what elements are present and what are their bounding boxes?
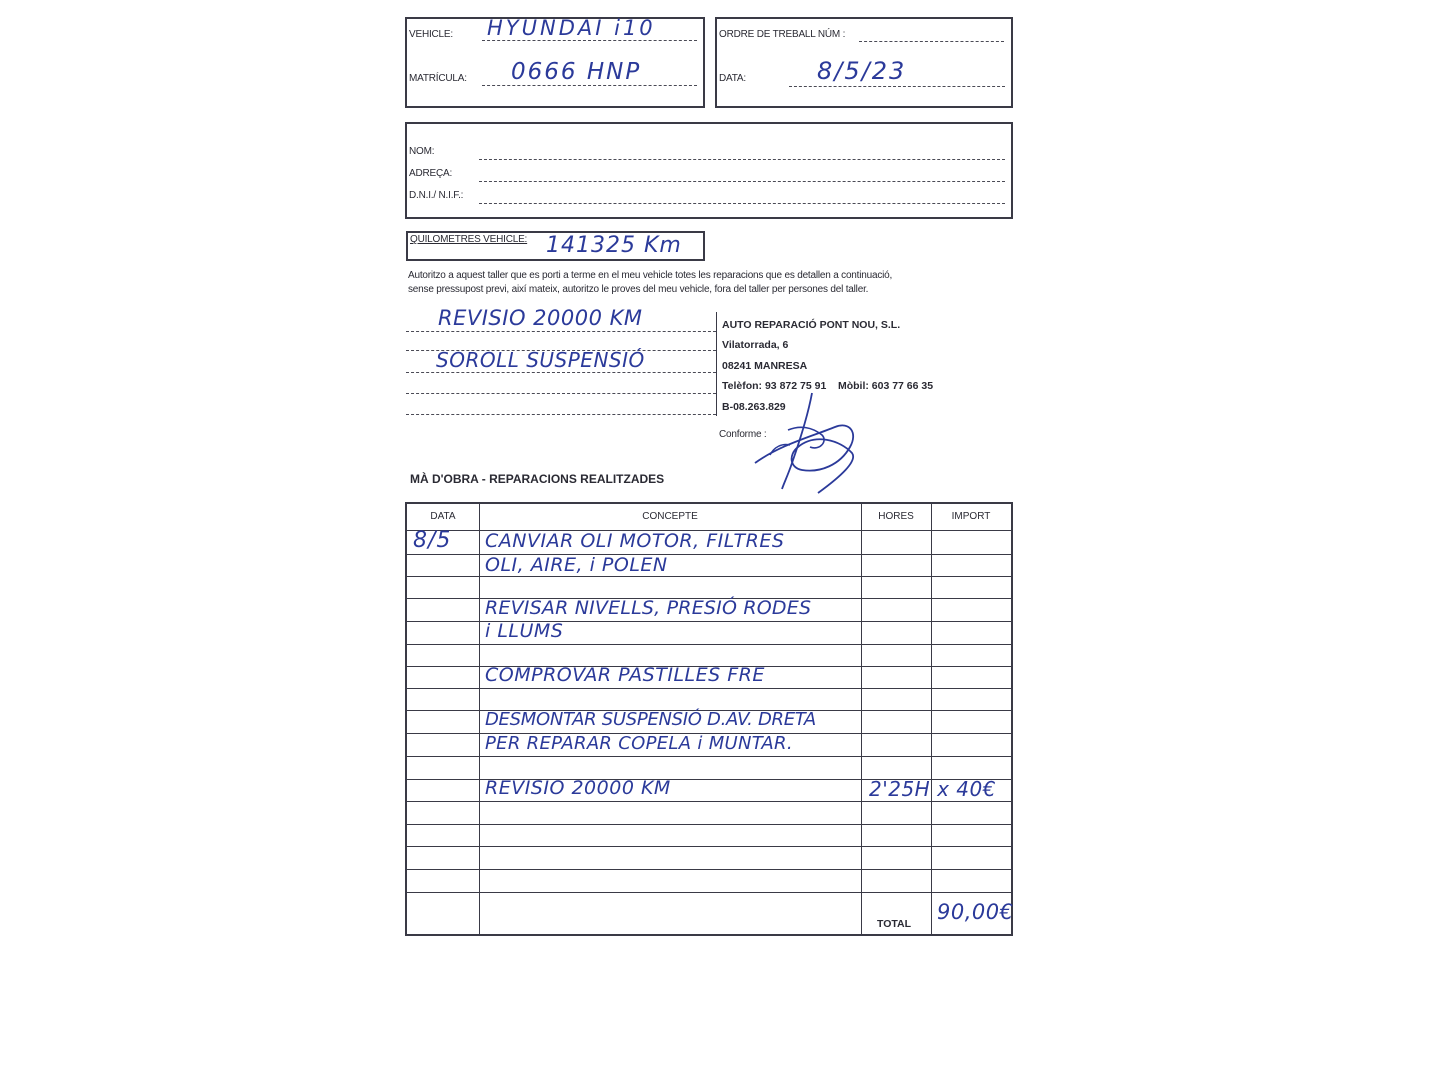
mileage-box — [406, 231, 705, 261]
row-line — [407, 644, 1011, 645]
mileage-value[interactable]: 141325 Km — [546, 233, 682, 258]
concept-1[interactable]: CANVIAR OLI MOTOR, FILTRES — [485, 530, 785, 552]
row-line — [407, 756, 1011, 757]
garage-city: 08241 MANRESA — [722, 360, 808, 372]
concept-6[interactable]: DESMONTAR SUSPENSIÓ D.AV. DRETA — [485, 709, 816, 730]
id-label: D.N.I./ N.I.F.: — [409, 190, 464, 201]
order-box — [715, 17, 1013, 108]
mileage-label: QUILOMETRES VEHICLE: — [410, 234, 528, 245]
concept-3[interactable]: REVISAR NIVELLS, PRESIÓ RODES — [485, 597, 812, 619]
concept-7[interactable]: PER REPARAR COPELA i MUNTAR. — [485, 733, 793, 754]
vehicle-line — [482, 40, 697, 41]
garage-phone: Telèfon: 93 872 75 91 Mòbil: 603 77 66 35 — [722, 380, 934, 392]
order-number-label: ORDRE DE TREBALL NÚM : — [719, 29, 846, 40]
header-date: DATA — [430, 511, 456, 522]
header-hours: HORES — [878, 511, 914, 522]
work-table — [405, 502, 1013, 936]
plate-label: MATRÍCULA: — [409, 73, 467, 84]
name-line — [479, 159, 1005, 160]
total-value[interactable]: 90,00€ — [937, 900, 1014, 924]
vehicle-label: VEHICLE: — [409, 29, 453, 40]
id-line — [479, 203, 1005, 204]
section-title: MÀ D'OBRA - REPARACIONS REALITZADES — [410, 472, 665, 486]
row-line — [407, 846, 1011, 847]
order-number-line — [859, 41, 1004, 42]
date-line — [789, 86, 1005, 87]
garage-name: AUTO REPARACIÓ PONT NOU, S.L. — [722, 319, 901, 331]
request-line-3 — [406, 372, 716, 373]
request-line-4 — [406, 393, 716, 394]
authorization-line-2: sense pressupost previ, així mateix, autoritzo le proves del meu vehicle, fora del taller per persones del taller. — [408, 284, 869, 295]
plate-line — [482, 85, 697, 86]
hours-value[interactable]: 2'25H x 40€ — [869, 777, 996, 801]
row-line — [407, 824, 1011, 825]
row-line — [407, 688, 1011, 689]
request-line-1 — [406, 331, 716, 332]
date-value[interactable]: 8/5/23 — [817, 57, 907, 85]
garage-street: Vilatorrada, 6 — [722, 339, 789, 351]
address-label: ADREÇA: — [409, 168, 453, 179]
concept-4[interactable]: i LLUMS — [485, 620, 564, 642]
authorization-line-1: Autoritzo a aquest taller que es porti a terme en el meu vehicle totes les reparacions que es detallen a continuació, — [408, 270, 893, 281]
date-label: DATA: — [719, 73, 746, 84]
header-amount: IMPORT — [951, 511, 991, 522]
request-divider — [716, 312, 717, 416]
vehicle-value[interactable]: HYUNDAI i10 — [487, 16, 656, 40]
concept-8[interactable]: REVISIO 20000 KM — [485, 777, 671, 799]
garage-tax-id: B-08.263.829 — [722, 401, 786, 413]
row-line — [407, 869, 1011, 870]
client-box — [405, 122, 1013, 219]
concept-5[interactable]: COMPROVAR PASTILLES FRE — [485, 664, 765, 686]
row-line — [407, 576, 1011, 577]
row-line — [407, 801, 1011, 802]
header-concept: CONCEPTE — [642, 511, 698, 522]
row-line — [407, 892, 1011, 893]
row-date[interactable]: 8/5 — [413, 528, 452, 553]
concept-2[interactable]: OLI, AIRE, i POLEN — [485, 554, 668, 576]
total-label: TOTAL — [877, 918, 912, 930]
name-label: NOM: — [409, 146, 435, 157]
plate-value[interactable]: 0666 HNP — [511, 59, 642, 85]
requested-work-1[interactable]: REVISIO 20000 KM — [438, 306, 643, 330]
signature-icon — [740, 385, 870, 500]
request-line-5 — [406, 414, 716, 415]
requested-work-2[interactable]: SOROLL SUSPENSIÓ — [436, 348, 645, 372]
conform-label: Conforme : — [719, 429, 767, 440]
vehicle-box — [405, 17, 705, 108]
address-line — [479, 181, 1005, 182]
